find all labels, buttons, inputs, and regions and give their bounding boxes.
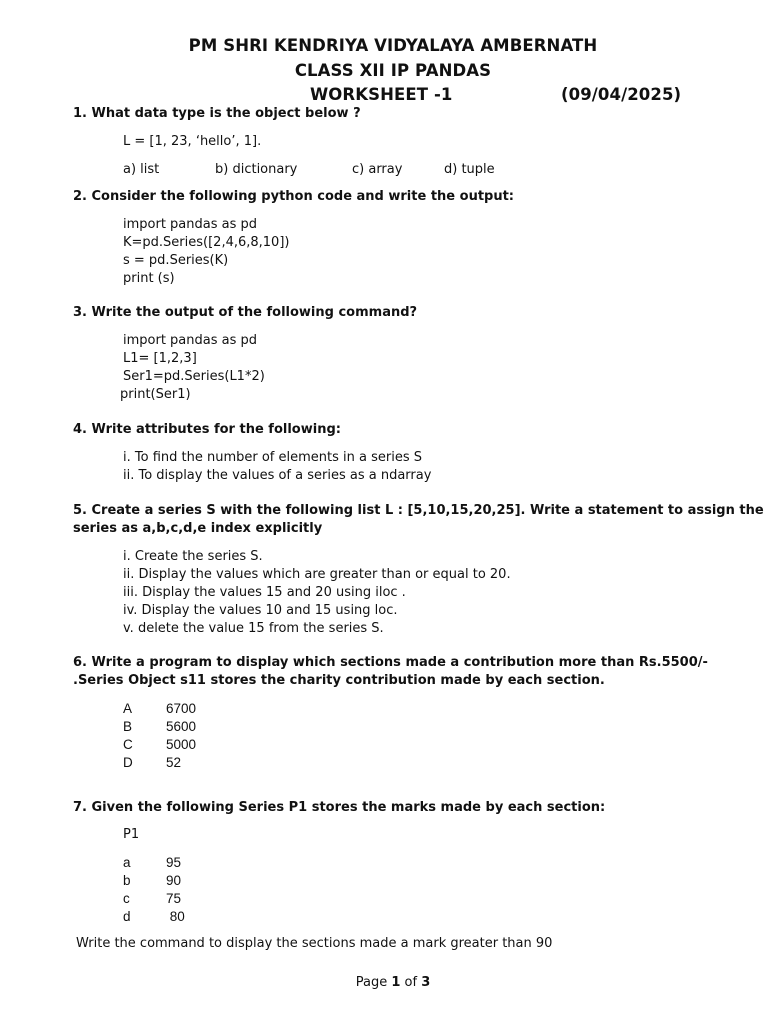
q7-series-name: P1 — [123, 827, 140, 842]
question-5-line-1: 5. Create a series S with the following list L : [5,10,15,20,25]. Write a statement to assign the — [73, 503, 764, 518]
worksheet-title: WORKSHEET -1 — [310, 85, 453, 104]
row-index: A — [123, 701, 133, 716]
row-index: d — [123, 909, 131, 924]
q7-instruction: Write the command to display the sections made a mark greater than 90 — [76, 936, 553, 951]
row-value: 5600 — [166, 719, 197, 734]
code-line: import pandas as pd — [123, 217, 258, 232]
question-1: 1. What data type is the object below ? — [73, 106, 361, 121]
row-value: 95 — [166, 855, 182, 870]
table-row — [123, 908, 243, 926]
code-line: print (s) — [123, 271, 175, 286]
row-value: 75 — [166, 891, 182, 906]
list-item: ii. Display the values which are greater than or equal to 20. — [123, 567, 511, 582]
q3-code-block — [120, 332, 265, 404]
q4-items — [123, 449, 431, 485]
row-value: 80 — [166, 909, 185, 924]
q1-option-b: b) dictionary — [215, 162, 298, 177]
row-index: c — [123, 891, 130, 906]
row-index: a — [123, 855, 131, 870]
list-item: iii. Display the values 15 and 20 using iloc . — [123, 585, 406, 600]
worksheet-date: (09/04/2025) — [561, 85, 682, 104]
page-footer — [0, 975, 768, 990]
row-index: b — [123, 873, 131, 888]
code-line: import pandas as pd — [123, 333, 258, 348]
table-row — [123, 718, 243, 736]
page-total: 3 — [421, 975, 431, 990]
q1-code: L = [1, 23, ‘hello’, 1]. — [123, 134, 262, 149]
q2-code-block — [123, 216, 289, 288]
code-line: Ser1=pd.Series(L1*2) — [123, 369, 265, 384]
table-row — [123, 890, 243, 908]
q1-option-c: c) array — [352, 162, 403, 177]
question-6-line-2: .Series Object s11 stores the charity contribution made by each section. — [73, 673, 605, 688]
of-word: of — [404, 975, 418, 990]
code-line: s = pd.Series(K) — [123, 253, 229, 268]
row-index: B — [123, 719, 133, 734]
code-line: L1= [1,2,3] — [123, 351, 197, 366]
page-number: 1 — [391, 975, 401, 990]
table-row — [123, 754, 243, 772]
row-value: 6700 — [166, 701, 197, 716]
question-2: 2. Consider the following python code and write the output: — [73, 189, 515, 204]
q1-option-a: a) list — [123, 162, 160, 177]
q1-option-d: d) tuple — [444, 162, 495, 177]
school-name: PM SHRI KENDRIYA VIDYALAYA AMBERNATH — [188, 36, 598, 55]
question-3: 3. Write the output of the following command? — [73, 305, 418, 320]
q7-series-table — [123, 854, 243, 926]
row-value: 90 — [166, 873, 182, 888]
question-6-line-1: 6. Write a program to display which sections made a contribution more than Rs.5500/- — [73, 655, 708, 670]
class-title: CLASS XII IP PANDAS — [294, 61, 492, 80]
page-word: Page — [355, 975, 388, 990]
table-row — [123, 736, 243, 754]
row-index: C — [123, 737, 133, 752]
table-row — [123, 872, 243, 890]
question-7: 7. Given the following Series P1 stores the marks made by each section: — [73, 800, 606, 815]
code-line: K=pd.Series([2,4,6,8,10]) — [123, 235, 290, 250]
table-row — [123, 700, 243, 718]
list-item: i. To find the number of elements in a series S — [123, 450, 422, 465]
row-value: 52 — [166, 755, 182, 770]
question-4: 4. Write attributes for the following: — [73, 422, 341, 437]
q6-series-table — [123, 700, 243, 772]
list-item: v. delete the value 15 from the series S. — [123, 621, 384, 636]
row-index: D — [123, 755, 133, 770]
row-value: 5000 — [166, 737, 197, 752]
list-item: i. Create the series S. — [123, 549, 263, 564]
code-line: print(Ser1) — [120, 387, 191, 402]
q5-items — [123, 548, 511, 638]
list-item: ii. To display the values of a series as a ndarray — [123, 468, 432, 483]
table-row — [123, 854, 243, 872]
question-5-line-2: series as a,b,c,d,e index explicitly — [73, 521, 323, 536]
list-item: iv. Display the values 10 and 15 using loc. — [123, 603, 398, 618]
